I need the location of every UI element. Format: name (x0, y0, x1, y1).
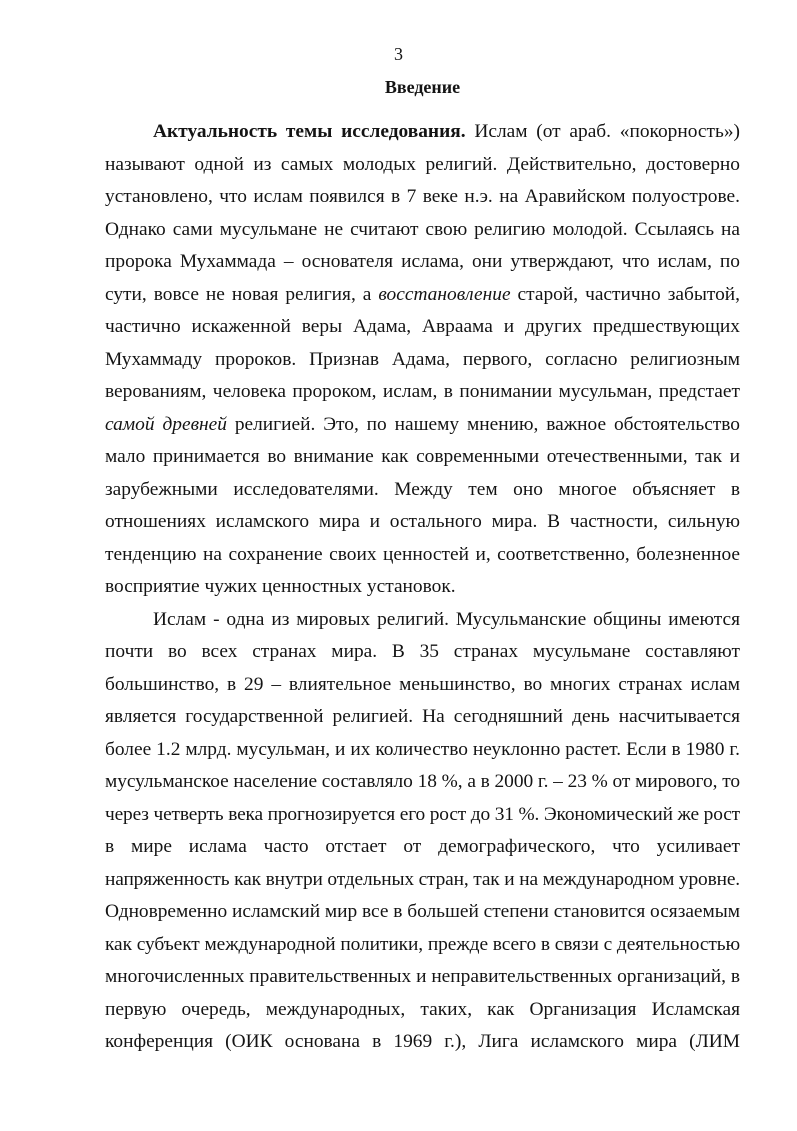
paragraph-1-line-6: сути, вовсе не новая религия, а восстановление старой, частично забытой, (105, 283, 740, 305)
paragraph-2-line-1: Ислам - одна из мировых религий. Мусульманские общины имеются (153, 608, 740, 630)
page-number: 3 (394, 44, 403, 64)
paragraph-2-line-11: как субъект международной политики, прежде всего в связи с деятельностью (105, 933, 740, 955)
paragraph-1-line-4: Однако сами мусульмане не считают свою религию молодой. Ссылаясь на (105, 218, 740, 240)
paragraph-2-line-5: более 1.2 млрд. мусульман, и их количество неуклонно растет. Если в 1980 г. (105, 738, 740, 760)
paragraph-1-line-5: пророка Мухаммада – основателя ислама, они утверждают, что ислам, по (105, 251, 740, 272)
italic-most-ancient: самой древней (105, 413, 227, 435)
paragraph-2-line-9: напряженность как внутри отдельных стран, так и на международном уровне. (105, 868, 740, 890)
paragraph-1-line-2: называют одной из самых молодых религий. Действительно, достоверно (105, 153, 740, 175)
paragraph-1-line-13: отношениях исламского мира и остального мира. В частности, сильную (105, 511, 740, 532)
paragraph-2-line-12: многочисленных правительственных и неправительственных организаций, в (105, 966, 740, 987)
paragraph-1-line-8: Мухаммаду пророков. Признав Адама, первого, согласно религиозным (105, 348, 740, 370)
italic-restoration: восстановление (378, 283, 511, 305)
paragraph-1-line-14: тенденцию на сохранение своих ценностей и, соответственно, болезненное (105, 543, 740, 565)
paragraph-2-line-14: конференция (ОИК основана в 1969 г.), Лига исламского мира (ЛИМ (105, 1031, 740, 1052)
paragraph-1-line-15: восприятие чужих ценностных установок. (105, 576, 456, 597)
paragraph-2-line-4: является государственной религией. На сегодняшний день насчитывается (105, 706, 740, 727)
paragraph-2-line-2: почти во всех странах мира. В 35 странах мусульмане составляют (105, 641, 740, 662)
paragraph-1-line-1: Актуальность темы исследования. Ислам (от араб. «покорность») (153, 121, 740, 142)
paragraph-1-line-7: частично искаженной веры Адама, Авраама и других предшествующих (105, 316, 740, 337)
topic-relevance-label: Актуальность темы исследования. (153, 121, 466, 142)
paragraph-1-line-11: мало принимается во внимание как современными отечественными, так и (105, 446, 740, 467)
paragraph-2-line-8: в мире ислама часто отстает от демографического, что усиливает (105, 836, 740, 857)
paragraph-2-line-13: первую очередь, международных, таких, как Организация Исламская (105, 998, 740, 1020)
paragraph-1-line-3: установлено, что ислам появился в 7 веке н.э. на Аравийском полуострове. (105, 186, 740, 207)
paragraph-1-line-12: зарубежными исследователями. Между тем оно многое объясняет в (105, 478, 740, 500)
paragraph-2-line-10: Одновременно исламский мир все в большей степени становится осязаемым (105, 901, 740, 922)
paragraph-1-line-9: верованиям, человека пророком, ислам, в понимании мусульман, предстает (105, 381, 740, 402)
section-heading: Введение (384, 77, 461, 97)
body-text (105, 116, 740, 1059)
paragraph-2-line-6: мусульманское население составляло 18 %, а в 2000 г. – 23 % от мирового, то (105, 771, 740, 792)
paragraph-2-line-3: большинство, в 29 – влиятельное меньшинство, во многих странах ислам (105, 673, 740, 695)
paragraph-1-line-10: самой древней религией. Это, по нашему мнению, важное обстоятельство (105, 413, 740, 435)
paragraph-2-line-7: через четверть века прогнозируется его рост до 31 %. Экономический же рост (105, 803, 740, 825)
